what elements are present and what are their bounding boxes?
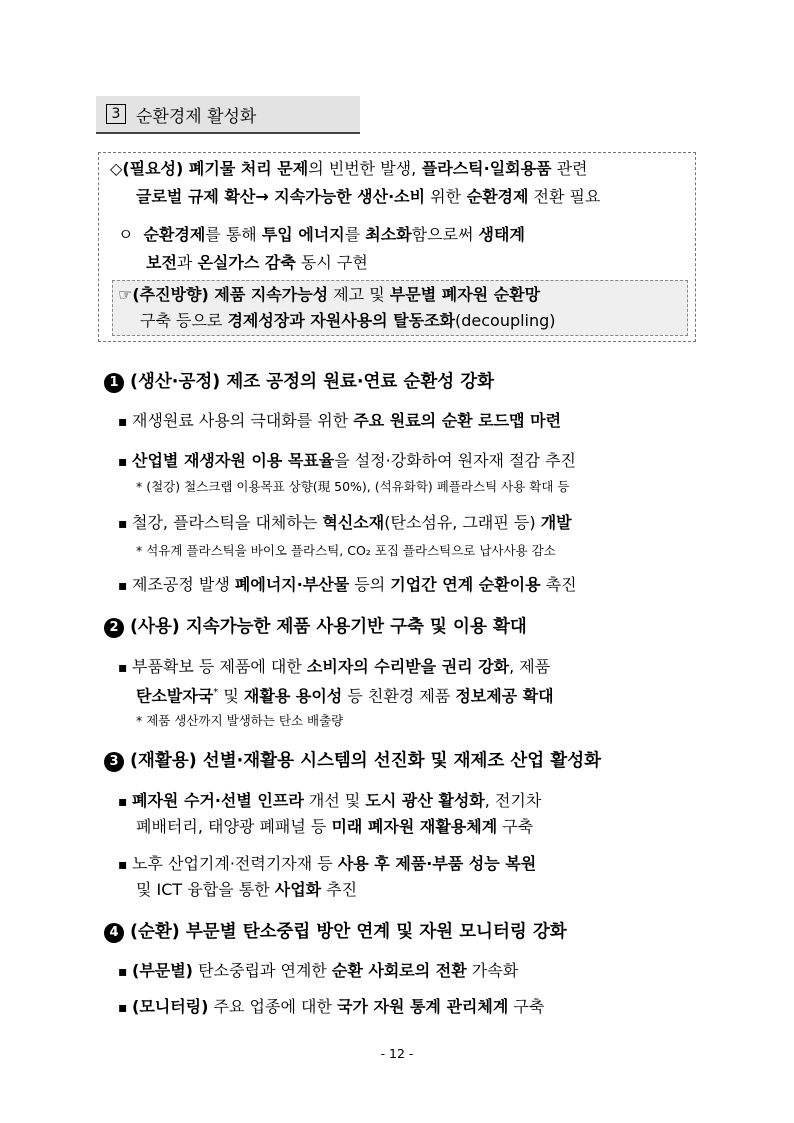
bullet-icon: ▪ <box>118 794 128 810</box>
section-2-number-icon: 2 <box>104 618 124 638</box>
s2-note-1: * 제품 생산까지 발생하는 탄소 배출량 <box>136 713 344 728</box>
bullet-icon: ▪ <box>118 578 128 594</box>
section-number-box: 3 <box>106 104 126 124</box>
s1-note-2: * (철강) 철스크랩 이용목표 상향(現 50%), (석유화학) 폐플라스틱 사용 확대 등 <box>136 479 570 494</box>
bullet-icon: ▪ <box>118 1000 128 1016</box>
s1-note-3: * 석유계 플라스틱을 바이오 플라스틱, CO₂ 포집 플라스틱으로 납사사용 감소 <box>136 543 556 558</box>
pointing-hand-icon: ☞ <box>118 285 133 304</box>
s1-bullet-3: ▪ 철강, 플라스틱을 대체하는 혁신소재(탄소섬유, 그래핀 등) 개발 <box>118 512 572 535</box>
circle-line-2: 보전과 온실가스 감축 동시 구현 <box>146 253 368 272</box>
bullet-icon: ▪ <box>118 857 128 873</box>
bullet-icon: ▪ <box>118 454 128 470</box>
circle-bullet-icon: ㅇ <box>118 225 134 244</box>
strategy-line-1: ☞(추진방향) 제품 지속가능성 제고 및 부문별 폐자원 순환망 <box>118 285 541 304</box>
bullet-icon: ▪ <box>118 660 128 676</box>
section-1-number-icon: 1 <box>104 373 124 393</box>
s2-bullet-1-line-1: ▪ 부품확보 등 제품에 대한 소비자의 수리받을 권리 강화, 제품 <box>118 656 550 679</box>
section-title: 순환경제 활성화 <box>136 107 257 127</box>
section-3-number-icon: 3 <box>104 752 124 772</box>
section-title-box <box>96 96 360 134</box>
section-4-number-icon: 4 <box>104 923 124 943</box>
s1-bullet-1: ▪ 재생원료 사용의 극대화를 위한 주요 원료의 순환 로드맵 마련 <box>118 410 561 433</box>
s3-bullet-1-line-2: 폐배터리, 태양광 폐패널 등 미래 폐자원 재활용체계 구축 <box>136 817 534 836</box>
s3-bullet-1-line-1: ▪ 폐자원 수거·선별 인프라 개선 및 도시 광산 활성화, 전기차 <box>118 790 541 813</box>
s4-bullet-1: ▪ (부문별) 탄소중립과 연계한 순환 사회로의 전환 가속화 <box>118 960 518 983</box>
section-1-heading: 1 (생산·공정) 제조 공정의 원료·연료 순환성 강화 <box>104 371 494 393</box>
circle-line-1: ㅇ 순환경제를 통해 투입 에너지를 최소화함으로써 생태계 <box>118 225 525 244</box>
section-2-heading: 2 (사용) 지속가능한 제품 사용기반 구축 및 이용 확대 <box>104 616 527 638</box>
necessity-line-2: 글로벌 규제 확산→ 지속가능한 생산·소비 위한 순환경제 전환 필요 <box>136 187 601 206</box>
strategy-line-2: 구축 등으로 경제성장과 자원사용의 탈동조화(decoupling) <box>140 311 556 330</box>
section-3-heading: 3 (재활용) 선별·재활용 시스템의 선진화 및 재제조 산업 활성화 <box>104 750 601 772</box>
s1-bullet-2: ▪ 산업별 재생자원 이용 목표율을 설정·강화하여 원자재 절감 추진 <box>118 450 576 473</box>
section-4-heading: 4 (순환) 부문별 탄소중립 방안 연계 및 자원 모니터링 강화 <box>104 921 567 943</box>
s1-bullet-4: ▪ 제조공정 발생 폐에너지·부산물 등의 기업간 연계 순환이용 촉진 <box>118 574 577 597</box>
bullet-icon: ▪ <box>118 414 128 430</box>
s4-bullet-2: ▪ (모니터링) 주요 업종에 대한 국가 자원 통계 관리체계 구축 <box>118 996 544 1019</box>
necessity-line-1: ◇(필요성) 폐기물 처리 문제의 빈번한 발생, 플라스틱·일회용품 관련 <box>110 159 588 178</box>
diamond-icon: ◇ <box>110 159 123 178</box>
bullet-icon: ▪ <box>118 516 128 532</box>
bullet-icon: ▪ <box>118 964 128 980</box>
s2-bullet-1-line-2: 탄소발자국* 및 재활용 용이성 등 친환경 제품 정보제공 확대 <box>136 686 554 706</box>
s3-bullet-2-line-2: 및 ICT 융합을 통한 사업화 추진 <box>136 880 358 899</box>
page-number: - 12 - <box>380 1046 414 1061</box>
s3-bullet-2-line-1: ▪ 노후 산업기계·전력기자재 등 사용 후 제품·부품 성능 복원 <box>118 853 536 876</box>
